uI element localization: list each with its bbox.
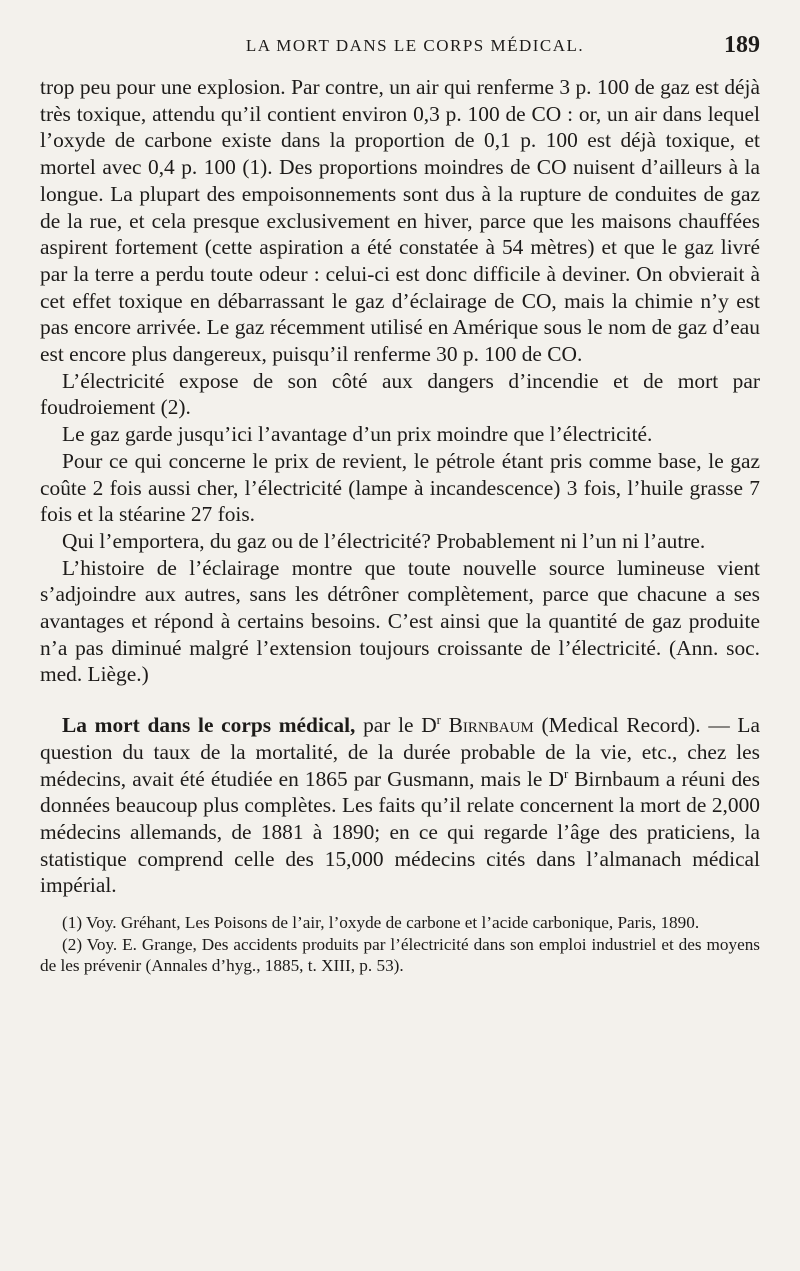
footnote-2: (2) Voy. E. Grange, Des accidents produits par l’électricité dans son emploi industriel et des moyens de les prévenir (Annales d’hyg., 1885, t. XIII, p. 53). [40, 934, 760, 976]
article-by: par le D [355, 713, 437, 738]
article-body-2: Birnbaum a réuni des données beaucoup plus complètes. Les faits qu’il relate concernent la mort de 2,000 médecins allemands, de 1881 à 1890; en ce qui regarde l’âge des praticiens, la statistique comprend celle des 15,000 médecins cités dans l’almanach médical impérial. [40, 766, 760, 898]
footnote-1: (1) Voy. Gréhant, Les Poisons de l’air, l’oxyde de carbone et l’acide carbonique, Paris, 1890. [62, 913, 700, 933]
body-text [40, 74, 760, 899]
page-header [40, 34, 760, 74]
article-title: La mort dans le corps médical, [62, 713, 356, 738]
footnotes [40, 912, 760, 977]
paragraph-question: Qui l’emportera, du gaz ou de l’électricité? Probablement ni l’un ni l’autre. [62, 528, 706, 553]
paragraph-cost: Pour ce qui concerne le prix de revient, le pétrole étant pris comme base, le gaz coûte 2 fois aussi cher, l’électricité (lampe à incandescence) 3 fois, l’huile grasse 7 fois et la stéarine 27 fois. [40, 448, 760, 527]
article-dr-sup-2: r [563, 766, 569, 781]
paragraph-electricity: L’électricité expose de son côté aux dangers d’incendie et de mort par foudroiement (2). [40, 368, 760, 420]
article-dr-sup: r [436, 713, 441, 728]
paragraph-history: L’histoire de l’éclairage montre que toute nouvelle source lumineuse vient s’adjoindre aux autres, sans les détrôner complètement, parce que chacune a ses avantages et répond à certains besoins. C’est ainsi que la quantité de gaz produite n’a pas diminué malgré l’extension toujours croissante de l’électricité. (Ann. soc. med. Liège.) [40, 555, 760, 687]
article-source: (Medical Record). [533, 713, 701, 738]
page-number: 189 [724, 32, 760, 58]
paragraph-gas-price: Le gaz garde jusqu’ici l’avantage d’un prix moindre que l’électricité. [62, 422, 653, 447]
article-paragraph [40, 712, 760, 899]
article-body: — La question du taux de la mortalité, de la durée probable de la vie, etc., chez les médecins, avait été étudiée en 1865 par Gusmann, mais le D [40, 713, 760, 791]
paragraph-continuation: trop peu pour une explosion. Par contre, un air qui renferme 3 p. 100 de gaz est déjà très toxique, attendu qu’il contient environ 0,3 p. 100 de CO : or, un air dans lequel l’oxyde de carbone existe dans la proportion de 0,1 p. 100 est déjà toxique, et mortel avec 0,4 p. 100 (1). Des proportions moindres de CO nuisent d’ailleurs à la longue. La plupart des empoisonnements sont dus à la rupture de conduites de gaz de la rue, et cela presque exclusivement en hiver, parce que les maisons chauffées aspirent fortement (cette aspiration a été constatée à 54 mètres) et que le gaz livré par la terre a perdu toute odeur : celui-ci est donc difficile à deviner. On obvierait à cet effet toxique en débarrassant le gaz d’éclairage de CO, mais la chimie n’y est pas encore arrivée. Le gaz récemment utilisé en Amérique sous le nom de gaz d’eau est encore plus dangereux, puisqu’il renferme 30 p. 100 de CO. [40, 75, 760, 367]
article-author: Birnbaum [440, 713, 534, 738]
running-title: LA MORT DANS LE CORPS MÉDICAL. [245, 36, 585, 55]
